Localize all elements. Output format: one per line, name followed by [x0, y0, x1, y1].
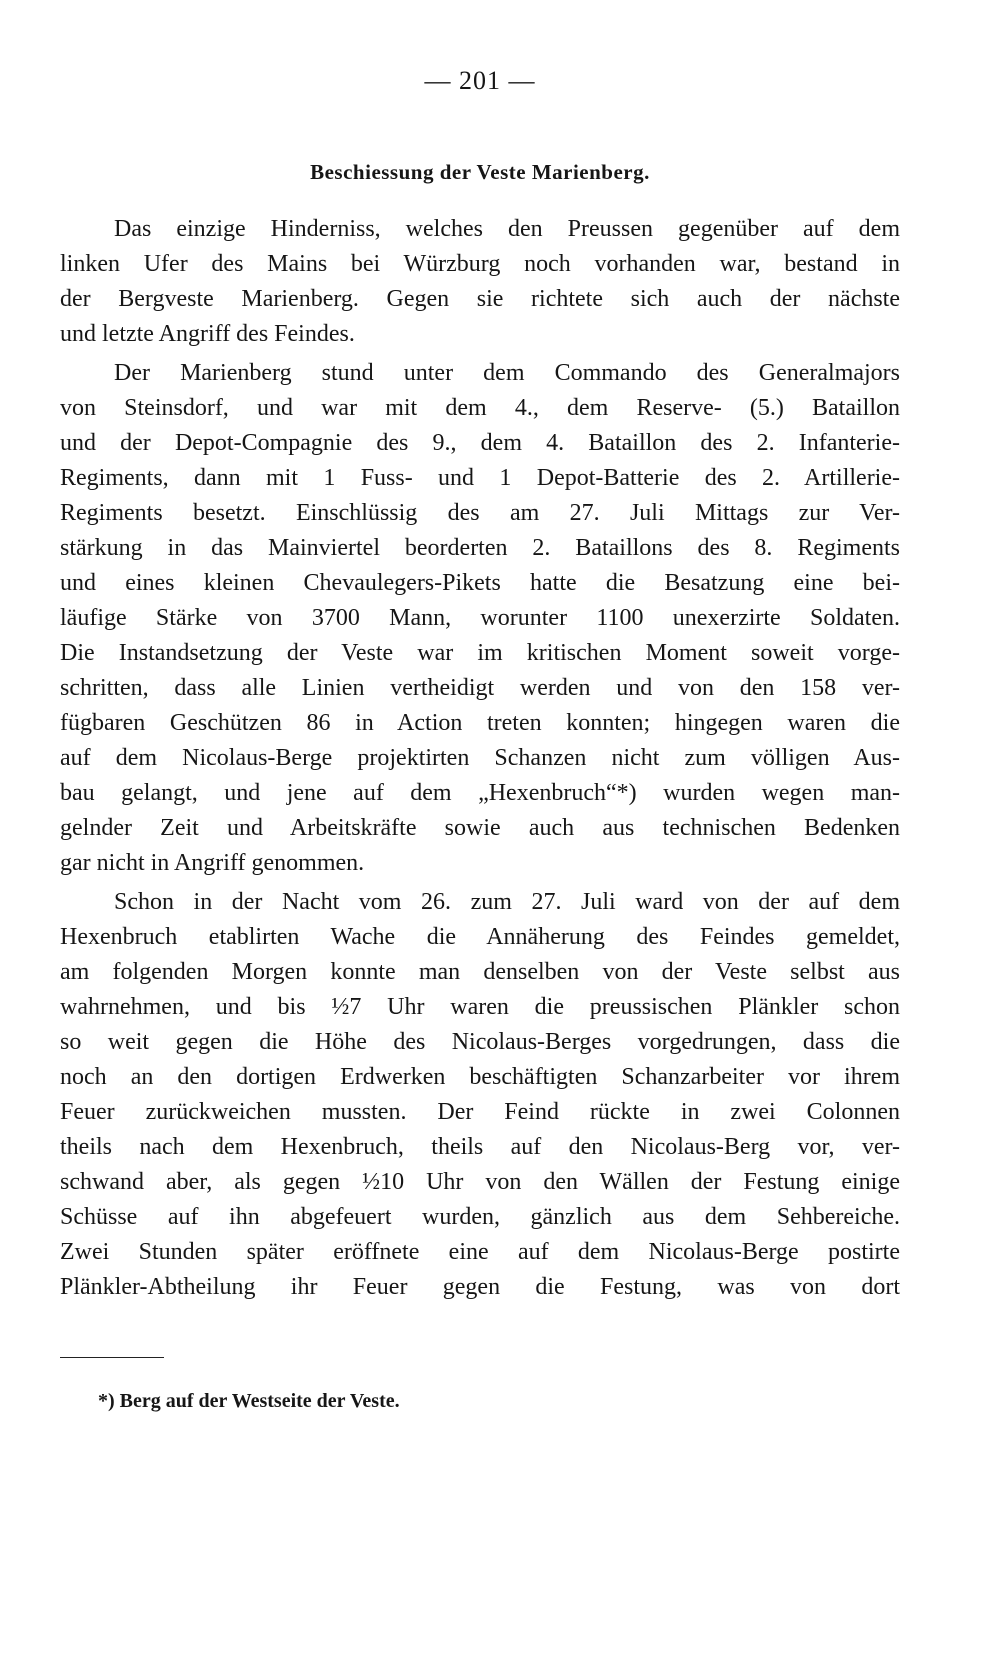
text-line: stärkung in das Mainviertel beorderten 2. Bataillons des 8. Regiments [60, 535, 900, 561]
text-line: und der Depot-Compagnie des 9., dem 4. Bataillon des 2. Infanterie- [60, 430, 900, 456]
text-line: Das einzige Hinderniss, welches den Preussen gegenüber auf dem [114, 216, 900, 242]
text-line: schritten, dass alle Linien vertheidigt werden und von den 158 ver- [60, 675, 900, 701]
text-line: theils nach dem Hexenbruch, theils auf den Nicolaus-Berg vor, ver- [60, 1134, 900, 1160]
text-line: und eines kleinen Chevaulegers-Pikets hatte die Besatzung eine bei- [60, 570, 900, 596]
text-line: so weit gegen die Höhe des Nicolaus-Berges vorgedrungen, dass die [60, 1029, 900, 1055]
text-line: Zwei Stunden später eröffnete eine auf dem Nicolaus-Berge postirte [60, 1239, 900, 1265]
text-line: Regiments, dann mit 1 Fuss- und 1 Depot-Batterie des 2. Artillerie- [60, 465, 900, 491]
text-line: am folgenden Morgen konnte man denselben von der Veste selbst aus [60, 959, 900, 985]
text-line: auf dem Nicolaus-Berge projektirten Schanzen nicht zum völligen Aus- [60, 745, 900, 771]
text-line: von Steinsdorf, und war mit dem 4., dem Reserve- (5.) Bataillon [60, 395, 900, 421]
text-line: läufige Stärke von 3700 Mann, worunter 1100 unexerzirte Soldaten. [60, 605, 900, 631]
page-number: — 201 — [424, 66, 536, 95]
text-line: Regiments besetzt. Einschlüssig des am 27. Juli Mittags zur Ver- [60, 500, 900, 526]
text-line: bau gelangt, und jene auf dem „Hexenbruch“*) wurden wegen man- [60, 780, 900, 806]
text-line: Der Marienberg stund unter dem Commando des Generalmajors [114, 360, 900, 386]
text-line: Feuer zurückweichen mussten. Der Feind rückte in zwei Colonnen [60, 1099, 900, 1125]
text-line: Schon in der Nacht vom 26. zum 27. Juli ward von der auf dem [114, 889, 900, 915]
text-line: Die Instandsetzung der Veste war im kritischen Moment soweit vorge- [60, 640, 900, 666]
text-line: gar nicht in Angriff genommen. [60, 850, 365, 876]
footnote: *) Berg auf der Westseite der Veste. [98, 1390, 400, 1412]
text-line: der Bergveste Marienberg. Gegen sie richtete sich auch der nächste [60, 286, 900, 312]
text-line: schwand aber, als gegen ½10 Uhr von den Wällen der Festung einige [60, 1169, 900, 1195]
text-line: Plänkler-Abtheilung ihr Feuer gegen die Festung, was von dort [60, 1274, 900, 1300]
text-line: wahrnehmen, und bis ½7 Uhr waren die preussischen Plänkler schon [60, 994, 900, 1020]
footnote-separator [60, 1357, 164, 1358]
paragraph [60, 356, 900, 881]
paragraph [60, 885, 900, 1305]
text-line: gelnder Zeit und Arbeitskräfte sowie auch aus technischen Bedenken [60, 815, 900, 841]
body-text [60, 212, 900, 1305]
text-line: Schüsse auf ihn abgefeuert wurden, gänzlich aus dem Sehbereiche. [60, 1204, 900, 1230]
section-heading: Beschiessung der Veste Marienberg. [310, 160, 650, 184]
text-line: linken Ufer des Mains bei Würzburg noch vorhanden war, bestand in [60, 251, 900, 277]
text-line: Hexenbruch etablirten Wache die Annäherung des Feindes gemeldet, [60, 924, 900, 950]
paragraph [60, 212, 900, 352]
text-line: noch an den dortigen Erdwerken beschäftigten Schanzarbeiter vor ihrem [60, 1064, 900, 1090]
text-line: fügbaren Geschützen 86 in Action treten konnten; hingegen waren die [60, 710, 900, 736]
text-line: und letzte Angriff des Feindes. [60, 321, 355, 347]
